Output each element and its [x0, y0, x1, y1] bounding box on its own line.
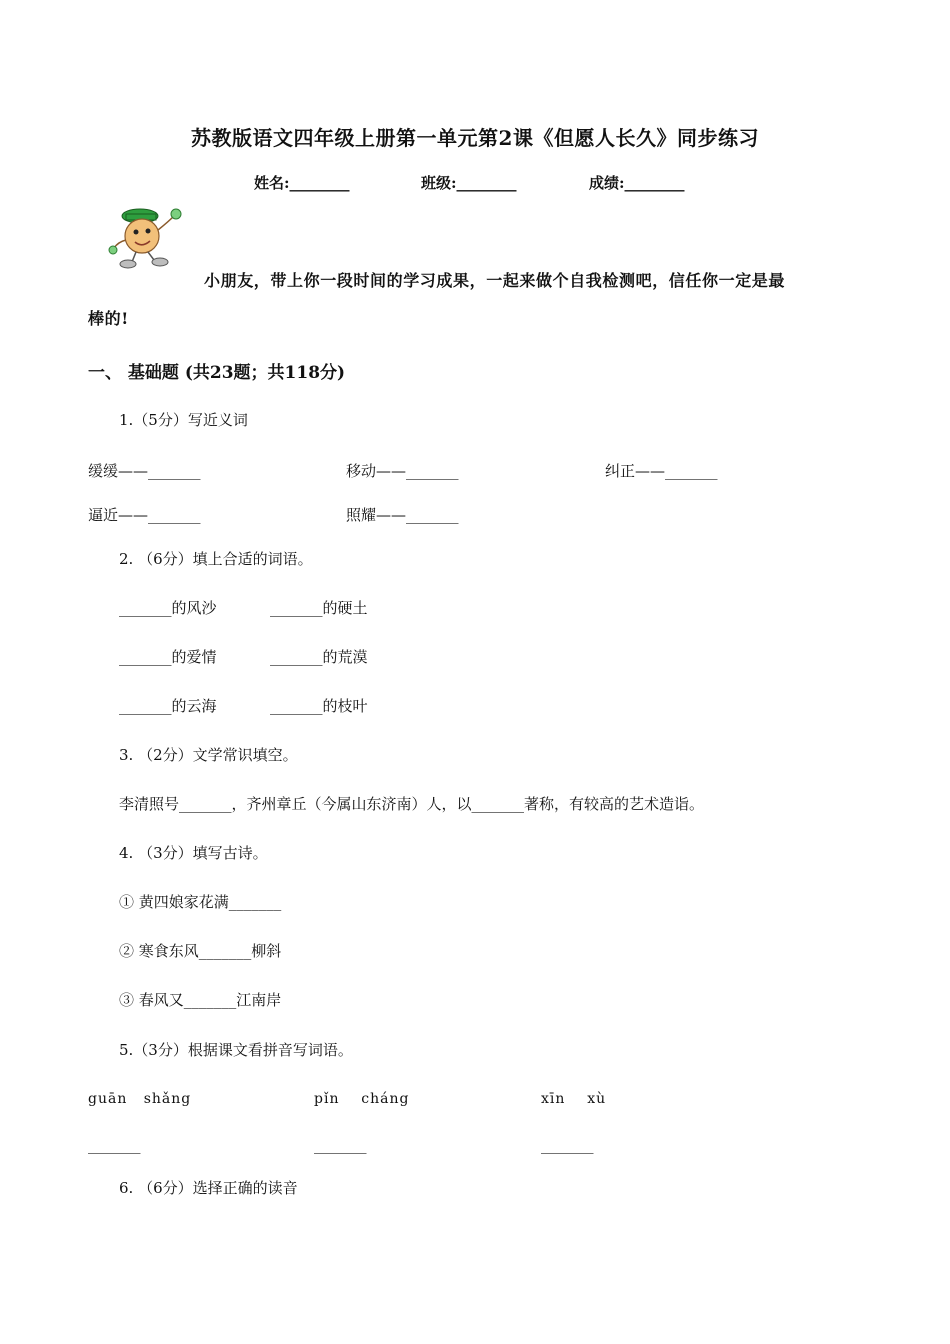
class-field: 班级:________: [421, 174, 517, 192]
q4-item: ③ 春风又_______江南岸: [119, 991, 282, 1009]
page-title: 苏教版语文四年级上册第一单元第2课《但愿人长久》同步练习: [191, 126, 759, 150]
question-3-title: 3. （2分）文学常识填空。: [119, 746, 298, 764]
mascot-illustration: [106, 204, 188, 270]
intro-line-1: 小朋友，带上你一段时间的学习成果，一起来做个自我检测吧，信任你一定是最: [204, 271, 786, 290]
question-5-title: 5.（3分）根据课文看拼音写词语。: [119, 1041, 353, 1059]
score-field: 成绩:________: [589, 174, 685, 192]
name-field: 姓名:________: [254, 174, 350, 192]
q1-item: 逼近——_______: [88, 506, 201, 524]
q4-item: ② 寒食东风_______柳斜: [119, 942, 282, 960]
q1-item: 照耀——_______: [346, 506, 459, 524]
q1-item: 纠正——_______: [605, 462, 718, 480]
q2-item: _______的枝叶: [270, 697, 368, 715]
q1-item: 缓缓——_______: [88, 462, 201, 480]
question-6-title: 6. （6分）选择正确的读音: [119, 1179, 298, 1197]
q5-blank: _______: [314, 1136, 367, 1154]
q5-blank: _______: [88, 1136, 141, 1154]
q3-text: 李清照号_______，齐州章丘（今属山东济南）人，以_______著称，有较高的艺术造诣。: [119, 795, 705, 813]
section-heading: 一、 基础题 (共23题；共118分): [88, 363, 346, 383]
q2-item: _______的云海: [119, 697, 217, 715]
q5-blank: _______: [541, 1136, 594, 1154]
question-4-title: 4. （3分）填写古诗。: [119, 844, 268, 862]
intro-line-2: 棒的!: [88, 309, 129, 328]
q2-item: _______的风沙: [119, 599, 217, 617]
q4-item: ① 黄四娘家花满_______: [119, 893, 282, 911]
q2-item: _______的荒漠: [270, 648, 368, 666]
q2-item: _______的硬土: [270, 599, 368, 617]
q1-item: 移动——_______: [346, 462, 459, 480]
q5-pinyin: guān shǎng: [88, 1091, 192, 1107]
q5-pinyin: xīn xù: [541, 1091, 607, 1107]
q5-pinyin: pǐn cháng: [314, 1091, 410, 1107]
question-1-title: 1.（5分）写近义词: [119, 411, 248, 429]
q2-item: _______的爱情: [119, 648, 217, 666]
question-2-title: 2. （6分）填上合适的词语。: [119, 550, 313, 568]
